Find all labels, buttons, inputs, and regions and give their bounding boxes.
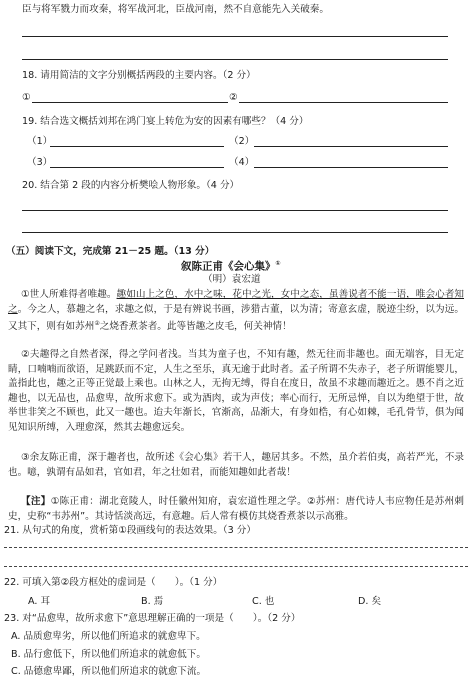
answer-marker-1: ① xyxy=(22,92,31,103)
option-b: B. 焉 xyxy=(141,596,164,607)
option-label: （1） xyxy=(27,136,53,147)
option-label: （3） xyxy=(27,157,53,168)
footnote: 【注】①陈正甫：湖北竟陵人，时任徽州知府，袁宏道性理之学。②苏州：唐代诗人韦应物任是苏州刺史，史称“韦苏州”。其诗恬淡高远，有意趣。后人常有模仿其烧香煮茶以示高雅。 xyxy=(8,496,464,522)
question-19: 19. 结合选文概括刘邦在鸿门宴上转危为安的因素有哪些？（4 分） xyxy=(22,116,309,127)
paragraph-3: ③余友陈正甫，深于趣者也，故所述《会心集》若干人，趣居其多。不然，虽介若伯夷，高若严光，不录也。噫，孰谓有品如君，官如君，年之壮如君，而能知趣如此者哉！ xyxy=(8,452,464,478)
answer-line xyxy=(4,547,468,548)
paragraph-1: ①世人所难得者唯趣。趣如山上之色，水中之味，花中之光，女中之态，虽善说者不能一语，唯会心者知之。今之人，慕趣之名，求趣之似，于是有辨说书画，涉猎古董，以为清；寄意玄虚，脱迹尘纷，以为远。又其下，则有如苏州②之烧香煮茶者。此等皆趣之皮毛，何关神情！ xyxy=(8,289,465,333)
answer-line xyxy=(22,210,448,211)
passage-author: （明）袁宏道 xyxy=(203,274,261,285)
option-b: B. 品行愈低下，所以他们所追求的就愈低下。 xyxy=(11,649,206,660)
option-a: A. 耳 xyxy=(28,596,51,607)
passage-title: 叙陈正甫《会心集》① xyxy=(181,260,281,273)
answer-line xyxy=(32,102,228,103)
text-line: 臣与将军戮力而攻秦，将军战河北，臣战河南，然不自意能先入关破秦。 xyxy=(22,4,329,15)
answer-line xyxy=(50,167,224,168)
answer-line xyxy=(22,232,448,233)
option-a: A. 品质愈卑劣，所以他们所追求的就愈卑下。 xyxy=(11,631,206,642)
answer-line xyxy=(254,146,448,147)
option-d: D. 矣 xyxy=(358,596,382,607)
question-20: 20. 结合第 2 段的内容分析樊哙人物形象。（4 分） xyxy=(22,180,240,191)
paragraph-2: ②夫趣得之自然者深，得之学问者浅。当其为童子也，不知有趣，然无往而非趣也。面无端容，目无定睛，口喃喃而欲语，足跳跃而不定，人生之至乐，真无逾于此时者。孟子所谓不失赤子，老子所谓能婴儿，盖指此也，趣之正等正觉最上乘也。山林之人，无拘无缚，得自在度日，故虽不求趣而趣近之。愚不肖之近趣也，以无品也，品愈卑，故所求愈下。或为酒肉，或为声伎；率心而行，无所忌惮，自以为绝望于世，故举世非笑之不顾也，此又一趣也。迨夫年渐长，官渐高，品渐大，有身如梏，有心如棘，毛孔骨节，俱为闻见知识所缚，入理愈深，然其去趣愈远矣。 xyxy=(8,349,464,433)
section-header: （五）阅读下文，完成第 21－25 题。（13 分） xyxy=(6,246,215,257)
option-c: C. 也 xyxy=(252,596,275,607)
answer-line xyxy=(4,566,468,567)
question-22: 22. 可填入第②段方框处的虚词是（ ）。（1 分） xyxy=(4,577,223,588)
answer-line xyxy=(239,102,448,103)
answer-line xyxy=(22,59,448,60)
question-18: 18. 请用简洁的文字分别概括两段的主要内容。（2 分） xyxy=(22,70,256,81)
answer-line xyxy=(50,146,224,147)
answer-line xyxy=(22,36,448,37)
answer-line xyxy=(254,167,448,168)
underlined-sentence: 趣如山上之色，水中之味，花中之光，女中之态，虽善说者不能一语，唯会心者知之 xyxy=(8,289,464,315)
option-c: C. 品德愈卑鄙，所以他们所追求的就愈下流。 xyxy=(11,666,207,677)
option-label: （4） xyxy=(229,157,255,168)
question-21: 21. 从句式的角度，赏析第①段画线句的表达效果。（3 分） xyxy=(4,525,256,536)
option-label: （2） xyxy=(229,136,255,147)
question-23: 23. 对“品愈卑，故所求愈下”意思理解正确的一项是（ ）。（2 分） xyxy=(4,613,301,624)
answer-marker-2: ② xyxy=(229,92,238,103)
